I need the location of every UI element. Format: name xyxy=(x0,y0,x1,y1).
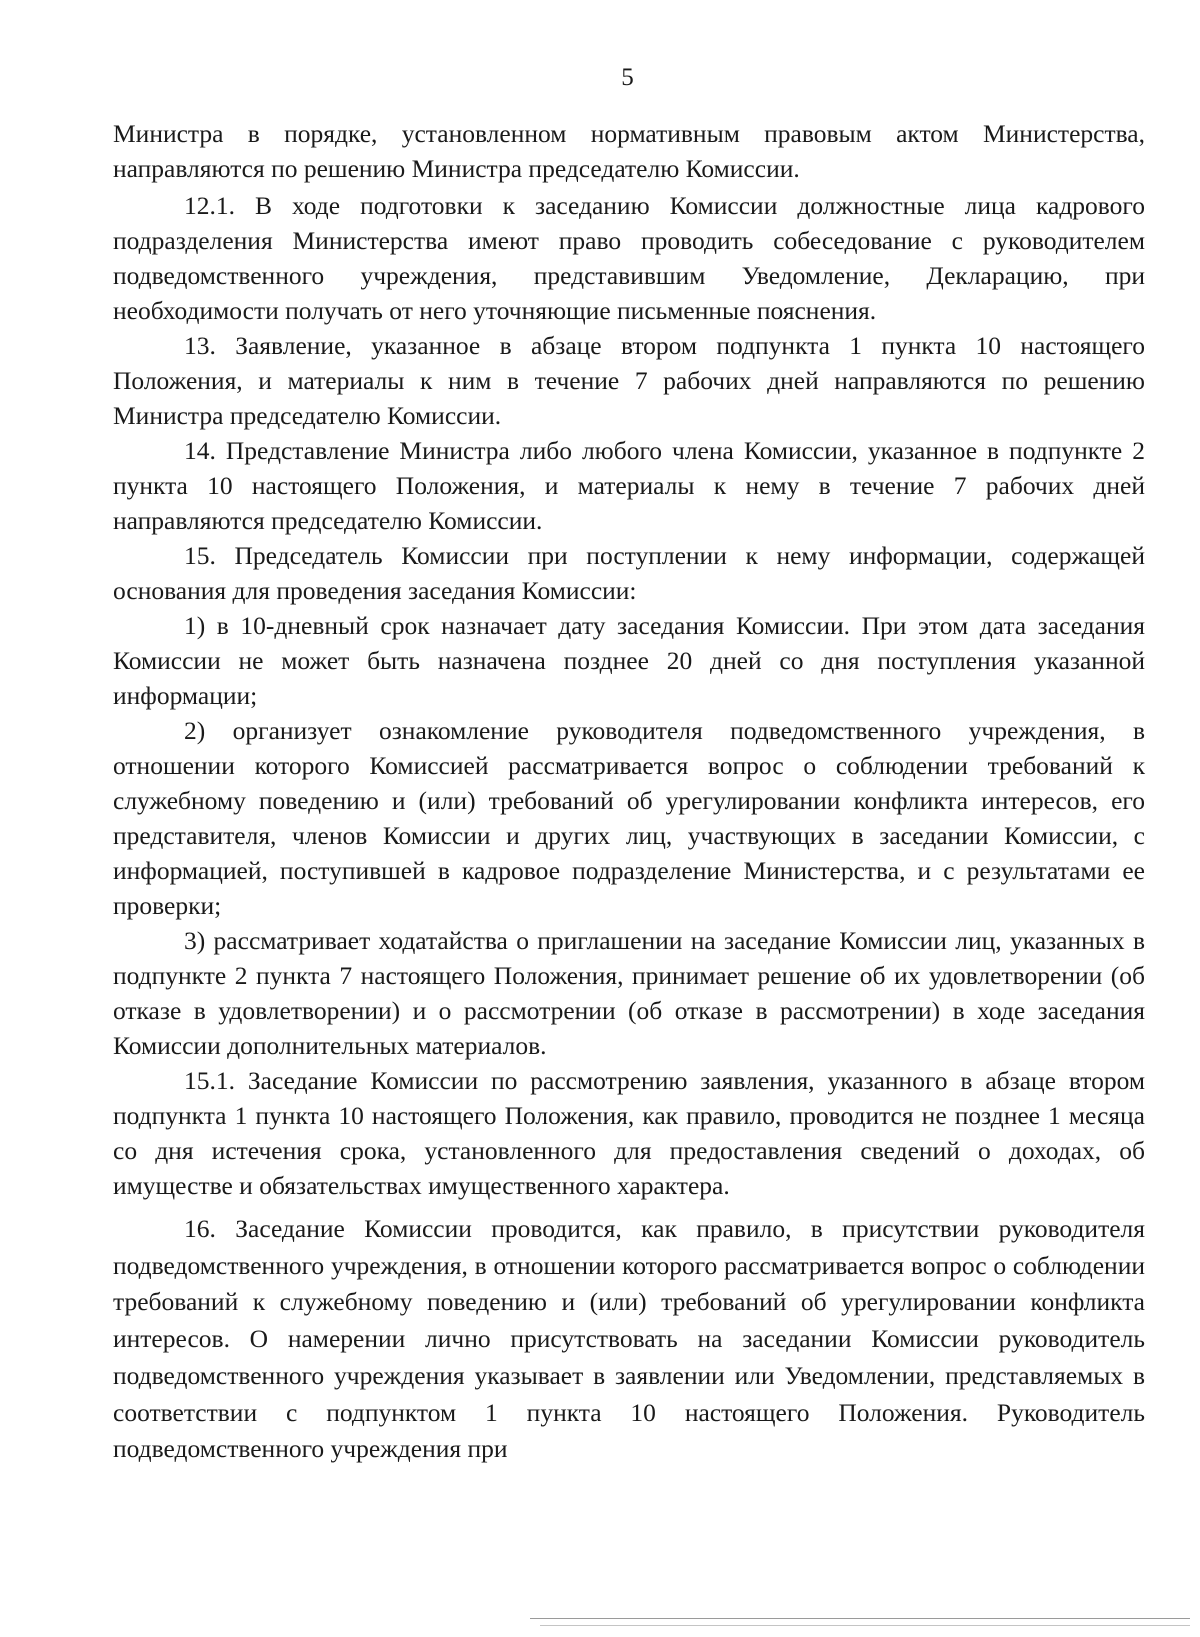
page-number: 5 xyxy=(621,64,634,91)
paragraph-13: 13. Заявление, указанное в абзаце втором подпункта 1 пункта 10 настоящего Положения, и материалы к ним в течение 7 рабочих дней направляются по решению Министра председателю Комиссии. xyxy=(113,331,1145,430)
paragraph-15-item-1: 1) в 10-дневный срок назначает дату заседания Комиссии. При этом дата заседания Комиссии не может быть назначена позднее 20 дней со дня поступления указанной информации; xyxy=(113,611,1145,710)
paragraph-15-1: 15.1. Заседание Комиссии по рассмотрению заявления, указанного в абзаце втором подпункта 1 пункта 10 настоящего Положения, как правило, проводится не позднее 1 месяца со дня истечения срока, установленного для предоставления сведений о доходах, об имуществе и обязательствах имущественного характера. xyxy=(113,1066,1145,1200)
paragraph-12-1: 12.1. В ходе подготовки к заседанию Комиссии должностные лица кадрового подразделения Министерства имеют право проводить собеседование с руководителем подведомственного учреждения, представившим Уведомление, Декларацию, при необходимости получать от него уточняющие письменные пояснения. xyxy=(113,191,1145,325)
paragraph-15-item-2: 2) организует ознакомление руководителя подведомственного учреждения, в отношении которого Комиссией рассматривается вопрос о соблюдении требований к служебному поведению и (или) требований об урегулировании конфликта интересов, его представителя, членов Комиссии и других лиц, участвующих в заседании Комиссии, с информацией, поступившей в кадровое подразделение Министерства, и с результатами ее проверки; xyxy=(113,716,1145,920)
scan-edge-line xyxy=(540,1625,1190,1626)
paragraph-continuation: Министра в порядке, установленном нормативным правовым актом Министерства, направляются по решению Министра председателю Комиссии. xyxy=(113,119,1145,183)
paragraph-14: 14. Представление Министра либо любого члена Комиссии, указанное в подпункте 2 пункта 10 настоящего Положения, и материалы к нему в течение 7 рабочих дней направляются председателю Комиссии. xyxy=(113,436,1145,535)
paragraph-15-item-3: 3) рассматривает ходатайства о приглашении на заседание Комиссии лиц, указанных в подпункте 2 пункта 7 настоящего Положения, принимает решение об их удовлетворении (об отказе в удовлетворении) и о рассмотрении (об отказе в рассмотрении) в ходе заседания Комиссии дополнительных материалов. xyxy=(113,926,1145,1060)
document-body xyxy=(113,116,1145,1468)
paragraph-15: 15. Председатель Комиссии при поступлении к нему информации, содержащей основания для проведения заседания Комиссии: xyxy=(113,541,1145,605)
scan-edge-line xyxy=(530,1618,1190,1619)
paragraph-16: 16. Заседание Комиссии проводится, как правило, в присутствии руководителя подведомственного учреждения, в отношении которого рассматривается вопрос о соблюдении требований к служебному поведению и (или) требований об урегулировании конфликта интересов. О намерении лично присутствовать на заседании Комиссии руководитель подведомственного учреждения указывает в заявлении или Уведомлении, представляемых в соответствии с подпунктом 1 пункта 10 настоящего Положения. Руководитель подведомственного учреждения при xyxy=(113,1214,1145,1464)
